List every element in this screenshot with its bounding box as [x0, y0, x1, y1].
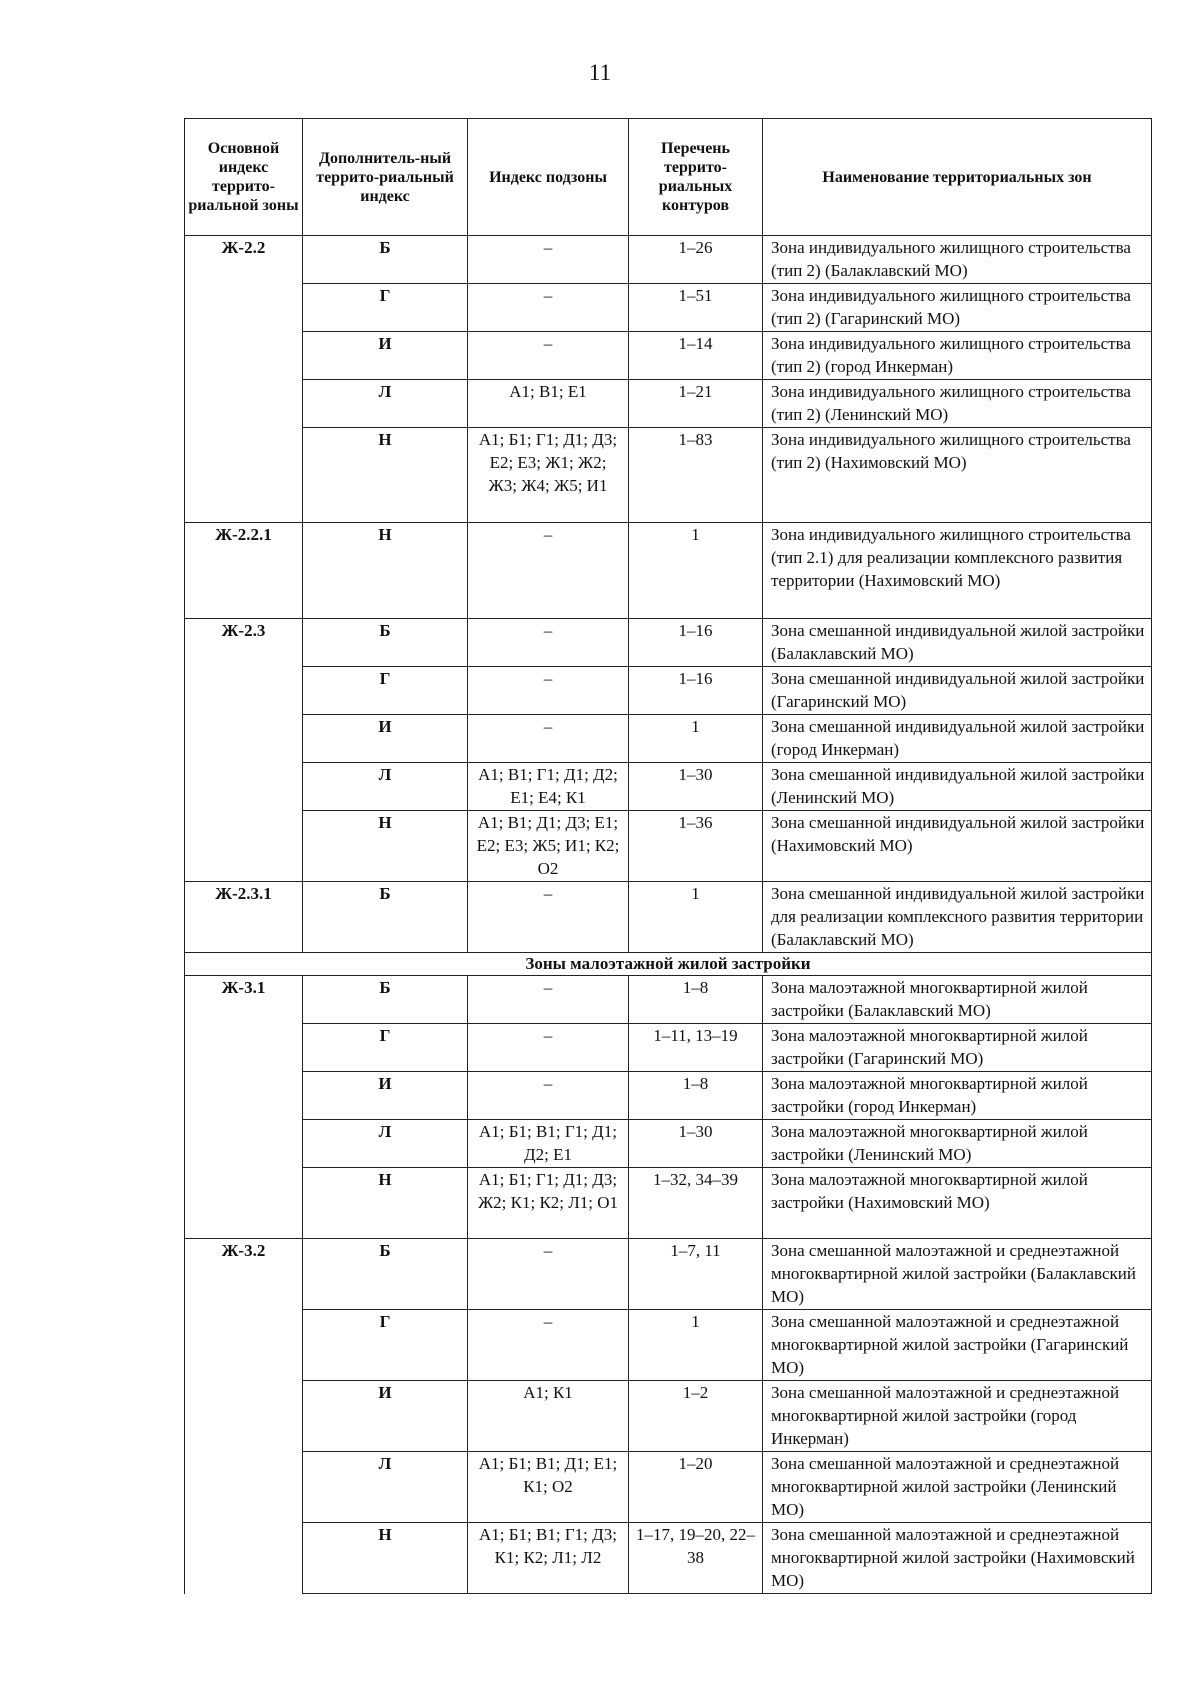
extra-index: Л — [303, 380, 468, 428]
table-row — [185, 976, 1152, 1024]
zone-name: Зона смешанной малоэтажной и среднеэтажной многоквартирной жилой застройки (Ленинский МО) — [763, 1452, 1152, 1523]
zone-name: Зона смешанной индивидуальной жилой застройки (Гагаринский МО) — [763, 667, 1152, 715]
main-zone-index: Ж-2.2 — [185, 236, 303, 284]
extra-index: Б — [303, 882, 468, 953]
main-zone-index-empty — [185, 811, 303, 882]
zone-name: Зона смешанной малоэтажной и среднеэтажной многоквартирной жилой застройки (город Инкерман) — [763, 1381, 1152, 1452]
main-zone-index-empty — [185, 1072, 303, 1120]
zone-name: Зона индивидуального жилищного строительства (тип 2) (Гагаринский МО) — [763, 284, 1152, 332]
subzone-index: А1; Б1; В1; Д1; Е1; К1; О2 — [468, 1452, 629, 1523]
subzone-index: – — [468, 619, 629, 667]
table-row — [185, 1523, 1152, 1594]
extra-index: Г — [303, 1024, 468, 1072]
table-row — [185, 1168, 1152, 1239]
subzone-index: А1; В1; Г1; Д1; Д2; Е1; Е4; К1 — [468, 763, 629, 811]
table-body — [185, 236, 1152, 1594]
zone-name: Зона смешанной малоэтажной и среднеэтажной многоквартирной жилой застройки (Балаклавский МО) — [763, 1239, 1152, 1310]
table-row — [185, 1072, 1152, 1120]
extra-index: Н — [303, 523, 468, 619]
section-row — [185, 953, 1152, 976]
subzone-index: А1; В1; Д1; Д3; Е1; Е2; Е3; Ж5; И1; К2; О2 — [468, 811, 629, 882]
subzone-index: – — [468, 236, 629, 284]
table-row — [185, 1239, 1152, 1310]
main-zone-index: Ж-3.2 — [185, 1239, 303, 1310]
main-zone-index-empty — [185, 667, 303, 715]
contours-list: 1 — [629, 882, 763, 953]
subzone-index: А1; Б1; Г1; Д1; Д3; Ж2; К1; К2; Л1; О1 — [468, 1168, 629, 1239]
subzone-index: А1; К1 — [468, 1381, 629, 1452]
extra-index: Г — [303, 1310, 468, 1381]
table-row — [185, 284, 1152, 332]
section-title: Зоны малоэтажной жилой застройки — [185, 953, 1152, 976]
table-row — [185, 332, 1152, 380]
contours-list: 1–14 — [629, 332, 763, 380]
main-zone-index-empty — [185, 763, 303, 811]
extra-index: Н — [303, 428, 468, 523]
main-zone-index-empty — [185, 284, 303, 332]
main-zone-index: Ж-2.2.1 — [185, 523, 303, 619]
zone-name: Зона индивидуального жилищного строительства (тип 2.1) для реализации комплексного развития территории (Нахимовский МО) — [763, 523, 1152, 619]
extra-index: И — [303, 332, 468, 380]
subzone-index: – — [468, 284, 629, 332]
zone-name: Зона смешанной индивидуальной жилой застройки (Балаклавский МО) — [763, 619, 1152, 667]
main-zone-index-empty — [185, 1120, 303, 1168]
zone-name: Зона малоэтажной многоквартирной жилой застройки (город Инкерман) — [763, 1072, 1152, 1120]
table-row — [185, 1120, 1152, 1168]
extra-index: Г — [303, 667, 468, 715]
table-row — [185, 811, 1152, 882]
main-zone-index-empty — [185, 1024, 303, 1072]
table-row — [185, 667, 1152, 715]
zone-name: Зона малоэтажной многоквартирной жилой застройки (Нахимовский МО) — [763, 1168, 1152, 1239]
table-row — [185, 428, 1152, 523]
main-zone-index-empty — [185, 1452, 303, 1523]
table-row — [185, 763, 1152, 811]
zone-name: Зона смешанной малоэтажной и среднеэтажной многоквартирной жилой застройки (Нахимовский МО) — [763, 1523, 1152, 1594]
zone-name: Зона индивидуального жилищного строительства (тип 2) (город Инкерман) — [763, 332, 1152, 380]
contours-list: 1–7, 11 — [629, 1239, 763, 1310]
subzone-index: – — [468, 882, 629, 953]
main-zone-index-empty — [185, 1168, 303, 1239]
contours-list: 1–30 — [629, 1120, 763, 1168]
zone-name: Зона смешанной индивидуальной жилой застройки (Нахимовский МО) — [763, 811, 1152, 882]
subzone-index: – — [468, 1239, 629, 1310]
main-zone-index: Ж-3.1 — [185, 976, 303, 1024]
subzone-index: – — [468, 332, 629, 380]
subzone-index: – — [468, 976, 629, 1024]
table-row — [185, 1310, 1152, 1381]
main-zone-index-empty — [185, 1381, 303, 1452]
extra-index: Л — [303, 1452, 468, 1523]
subzone-index: – — [468, 667, 629, 715]
subzone-index: – — [468, 523, 629, 619]
extra-index: Л — [303, 1120, 468, 1168]
contours-list: 1–16 — [629, 667, 763, 715]
header-contours: Перечень террито-риальных контуров — [629, 119, 763, 236]
main-zone-index-empty — [185, 715, 303, 763]
contours-list: 1–83 — [629, 428, 763, 523]
table-row — [185, 380, 1152, 428]
subzone-index: А1; Б1; В1; Г1; Д3; К1; К2; Л1; Л2 — [468, 1523, 629, 1594]
header-extra-index: Дополнитель-ный террито-риальный индекс — [303, 119, 468, 236]
table-row — [185, 523, 1152, 619]
contours-list: 1–11, 13–19 — [629, 1024, 763, 1072]
zones-table — [184, 118, 1152, 1594]
page-number: 11 — [588, 60, 612, 85]
contours-list: 1–32, 34–39 — [629, 1168, 763, 1239]
subzone-index: – — [468, 715, 629, 763]
zone-name: Зона индивидуального жилищного строительства (тип 2) (Ленинский МО) — [763, 380, 1152, 428]
contours-list: 1–8 — [629, 976, 763, 1024]
contours-list: 1–26 — [629, 236, 763, 284]
zone-name: Зона малоэтажной многоквартирной жилой застройки (Гагаринский МО) — [763, 1024, 1152, 1072]
extra-index: Б — [303, 619, 468, 667]
main-zone-index-empty — [185, 1523, 303, 1594]
header-main-index: Основной индекс террито-риальной зоны — [185, 119, 303, 236]
main-zone-index-empty — [185, 332, 303, 380]
table-row — [185, 1024, 1152, 1072]
zone-name: Зона индивидуального жилищного строительства (тип 2) (Балаклавский МО) — [763, 236, 1152, 284]
main-zone-index-empty — [185, 428, 303, 523]
header-subzone-index: Индекс подзоны — [468, 119, 629, 236]
contours-list: 1–51 — [629, 284, 763, 332]
extra-index: Б — [303, 236, 468, 284]
main-zone-index-empty — [185, 380, 303, 428]
extra-index: Н — [303, 1523, 468, 1594]
subzone-index: А1; Б1; В1; Г1; Д1; Д2; Е1 — [468, 1120, 629, 1168]
table-header-row — [185, 119, 1152, 236]
zone-name: Зона малоэтажной многоквартирной жилой застройки (Ленинский МО) — [763, 1120, 1152, 1168]
extra-index: Л — [303, 763, 468, 811]
contours-list: 1–17, 19–20, 22–38 — [629, 1523, 763, 1594]
contours-list: 1–30 — [629, 763, 763, 811]
table-row — [185, 619, 1152, 667]
zone-name: Зона смешанной индивидуальной жилой застройки для реализации комплексного развития территории (Балаклавский МО) — [763, 882, 1152, 953]
extra-index: Г — [303, 284, 468, 332]
table-row — [185, 1381, 1152, 1452]
contours-list: 1 — [629, 523, 763, 619]
subzone-index: А1; Б1; Г1; Д1; Д3; Е2; Е3; Ж1; Ж2; Ж3; Ж4; Ж5; И1 — [468, 428, 629, 523]
contours-list: 1–16 — [629, 619, 763, 667]
contours-list: 1 — [629, 1310, 763, 1381]
contours-list: 1 — [629, 715, 763, 763]
extra-index: И — [303, 715, 468, 763]
table-row — [185, 882, 1152, 953]
subzone-index: – — [468, 1310, 629, 1381]
extra-index: Б — [303, 976, 468, 1024]
extra-index: Н — [303, 1168, 468, 1239]
table-row — [185, 236, 1152, 284]
extra-index: Н — [303, 811, 468, 882]
extra-index: Б — [303, 1239, 468, 1310]
contours-list: 1–8 — [629, 1072, 763, 1120]
main-zone-index: Ж-2.3.1 — [185, 882, 303, 953]
contours-list: 1–36 — [629, 811, 763, 882]
contours-list: 1–2 — [629, 1381, 763, 1452]
extra-index: И — [303, 1072, 468, 1120]
subzone-index: – — [468, 1072, 629, 1120]
zone-name: Зона малоэтажной многоквартирной жилой застройки (Балаклавский МО) — [763, 976, 1152, 1024]
header-zone-name: Наименование территориальных зон — [763, 119, 1152, 236]
subzone-index: – — [468, 1024, 629, 1072]
contours-list: 1–20 — [629, 1452, 763, 1523]
main-zone-index-empty — [185, 1310, 303, 1381]
table-row — [185, 715, 1152, 763]
table-row — [185, 1452, 1152, 1523]
contours-list: 1–21 — [629, 380, 763, 428]
main-zone-index: Ж-2.3 — [185, 619, 303, 667]
zone-name: Зона смешанной малоэтажной и среднеэтажной многоквартирной жилой застройки (Гагаринский МО) — [763, 1310, 1152, 1381]
zone-name: Зона смешанной индивидуальной жилой застройки (Ленинский МО) — [763, 763, 1152, 811]
extra-index: И — [303, 1381, 468, 1452]
subzone-index: А1; В1; Е1 — [468, 380, 629, 428]
zone-name: Зона индивидуального жилищного строительства (тип 2) (Нахимовский МО) — [763, 428, 1152, 523]
zone-name: Зона смешанной индивидуальной жилой застройки (город Инкерман) — [763, 715, 1152, 763]
